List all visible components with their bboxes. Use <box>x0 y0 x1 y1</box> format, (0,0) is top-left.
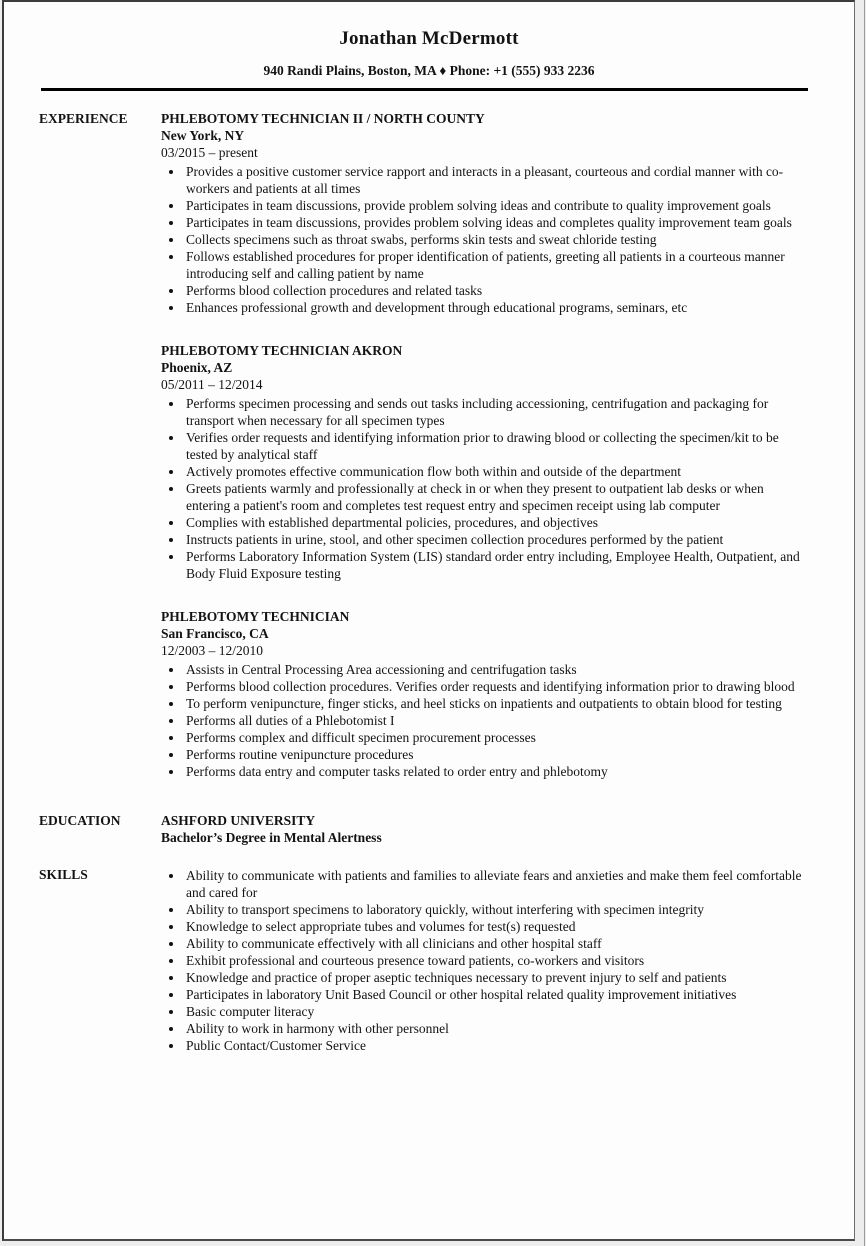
education-section-body <box>161 812 854 846</box>
job-title: PHLEBOTOMY TECHNICIAN AKRON <box>161 343 403 358</box>
scan-edge-line <box>864 0 865 1246</box>
bullet-item: • Enhances professional growth and development through educational programs, seminars, etc <box>184 299 808 316</box>
bullet-item: • Participates in laboratory Unit Based Council or other hospital related quality improvement initiatives <box>184 986 808 1003</box>
job-location: New York, NY <box>161 128 245 143</box>
bullet-item: • Knowledge and practice of proper aseptic techniques necessary to prevent injury to self and patients <box>184 969 808 986</box>
job-bullet-list <box>161 163 808 316</box>
bullet-item: • Performs all duties of a Phlebotomist I <box>184 712 808 729</box>
degree-name: Bachelor’s Degree in Mental Alertness <box>161 830 382 845</box>
bullet-item: • Exhibit professional and courteous presence toward patients, co-workers and visitors <box>184 952 808 969</box>
bullet-item: • Performs specimen processing and sends out tasks including accessioning, centrifugation and packaging for transport when necessary for all specimen types <box>184 395 808 429</box>
bullet-item: • Greets patients warmly and professionally at check in or when they present to outpatient lab desks or when entering a patient's room and completes test request entry and specimen receipt using lab computer <box>184 480 808 514</box>
person-name: Jonathan McDermott <box>339 28 519 49</box>
bullet-item: • Performs blood collection procedures and related tasks <box>184 282 808 299</box>
skills-section-label: SKILLS <box>39 867 88 882</box>
school-name: ASHFORD UNIVERSITY <box>161 813 316 828</box>
bullet-item: • Performs complex and difficult specimen procurement processes <box>184 729 808 746</box>
bullet-item: • Ability to communicate with patients and families to alleviate fears and anxieties and make them feel comfortable and cared for <box>184 867 808 901</box>
bullet-item: • Collects specimens such as throat swabs, performs skin tests and sweat chloride testing <box>184 231 808 248</box>
bullet-item: • To perform venipuncture, finger sticks, and heel sticks on inpatients and outpatients to obtain blood for testing <box>184 695 808 712</box>
contact-line: 940 Randi Plains, Boston, MA ♦ Phone: +1 (555) 933 2236 <box>263 63 595 78</box>
bullet-item: • Ability to work in harmony with other personnel <box>184 1020 808 1037</box>
bullet-item: • Performs blood collection procedures. Verifies order requests and identifying information prior to drawing blood <box>184 678 808 695</box>
bullet-item: • Assists in Central Processing Area accessioning and centrifugation tasks <box>184 661 808 678</box>
bullet-item: • Ability to communicate effectively with all clinicians and other hospital staff <box>184 935 808 952</box>
bullet-item: • Follows established procedures for proper identification of patients, greeting all patients in a courteous manner introducing self and calling patient by name <box>184 248 808 282</box>
header-divider <box>41 88 808 91</box>
job-dates: 05/2011 – 12/2014 <box>161 377 263 392</box>
skills-bullet-list <box>161 867 808 1054</box>
job-dates: 12/2003 – 12/2010 <box>161 643 264 658</box>
section-experience <box>4 110 854 780</box>
resume-header <box>4 2 854 91</box>
experience-section-body <box>161 110 854 780</box>
bullet-item: • Actively promotes effective communication flow both within and outside of the department <box>184 463 808 480</box>
job-title: PHLEBOTOMY TECHNICIAN <box>161 609 350 624</box>
job-title: PHLEBOTOMY TECHNICIAN II / NORTH COUNTY <box>161 111 485 126</box>
bullet-item: • Knowledge to select appropriate tubes and volumes for test(s) requested <box>184 918 808 935</box>
job-entry <box>161 342 808 582</box>
skills-section-body <box>161 866 854 1054</box>
job-location: San Francisco, CA <box>161 626 269 641</box>
bullet-item: • Participates in team discussions, provide problem solving ideas and contribute to quality improvement goals <box>184 197 808 214</box>
job-bullet-list <box>161 395 808 582</box>
bullet-item: • Verifies order requests and identifying information prior to drawing blood or collecting the specimen/kit to be tested by analytical staff <box>184 429 808 463</box>
bullet-item: • Performs Laboratory Information System (LIS) standard order entry including, Employee Health, Outpatient, and Body Fluid Exposure testing <box>184 548 808 582</box>
bullet-item: • Performs routine venipuncture procedures <box>184 746 808 763</box>
bullet-item: • Complies with established departmental policies, procedures, and objectives <box>184 514 808 531</box>
job-dates: 03/2015 – present <box>161 145 258 160</box>
section-education <box>4 812 854 846</box>
bullet-item: • Public Contact/Customer Service <box>184 1037 808 1054</box>
bullet-item: • Provides a positive customer service rapport and interacts in a pleasant, courteous and cordial manner with co-workers and patients at all times <box>184 163 808 197</box>
resume-page <box>2 0 855 1241</box>
bullet-item: • Ability to transport specimens to laboratory quickly, without interfering with specimen integrity <box>184 901 808 918</box>
bullet-item: • Instructs patients in urine, stool, and other specimen collection procedures performed by the patient <box>184 531 808 548</box>
job-location: Phoenix, AZ <box>161 360 233 375</box>
bullet-item: • Participates in team discussions, provides problem solving ideas and completes quality improvement team goals <box>184 214 808 231</box>
bullet-item: • Basic computer literacy <box>184 1003 808 1020</box>
job-bullet-list <box>161 661 808 780</box>
experience-section-label: EXPERIENCE <box>39 111 128 126</box>
education-section-label: EDUCATION <box>39 813 121 828</box>
job-entry <box>161 110 808 316</box>
section-skills <box>4 866 854 1054</box>
job-entry <box>161 608 808 780</box>
bullet-item: • Performs data entry and computer tasks related to order entry and phlebotomy <box>184 763 808 780</box>
